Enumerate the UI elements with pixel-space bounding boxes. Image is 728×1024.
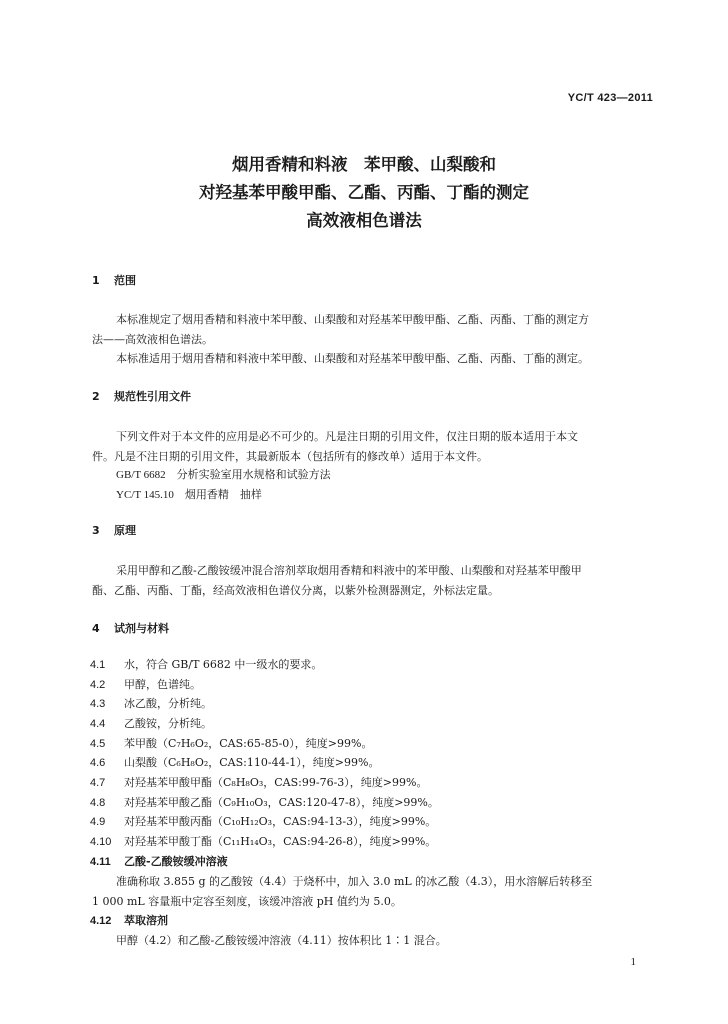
item-text: 乙酸-乙酸铵缓冲溶液 <box>124 855 228 868</box>
item-number: 4.5 <box>90 738 106 750</box>
item-number: 4.4 <box>90 718 106 730</box>
list-item <box>90 676 201 692</box>
section-3-heading <box>92 522 136 538</box>
item-text: 乙酸铵，分析纯。 <box>124 717 212 730</box>
page-number: 1 <box>630 956 636 968</box>
list-item <box>90 754 379 770</box>
item-4-11-body-line-1: 准确称取 3.855 g 的乙酸铵（4.4）于烧杯中，加入 3.0 mL 的冰乙酸（4.3），用水溶解后转移至 <box>116 875 593 888</box>
item-text: 苯甲酸（C₇H₆O₂，CAS:65-85-0），纯度>99%。 <box>124 737 373 750</box>
list-item <box>90 912 168 928</box>
section-4-heading <box>92 620 169 636</box>
item-text: 对羟基苯甲酸乙酯（C₉H₁₀O₃，CAS:120-47-8），纯度>99%。 <box>124 796 439 809</box>
section-1-paragraph-2: 本标准适用于烟用香精和料液中苯甲酸、山梨酸和对羟基苯甲酸甲酯、乙酯、丙酯、丁酯的测定。 <box>116 352 589 365</box>
item-number: 4.7 <box>90 777 106 789</box>
title-line-1: 烟用香精和料液 苯甲酸、山梨酸和 <box>232 155 496 174</box>
section-3-number: 3 <box>92 524 100 537</box>
section-2-paragraph-line-1: 下列文件对于本文件的应用是必不可少的。凡是注日期的引用文件，仅注日期的版本适用于本文 <box>116 430 578 443</box>
section-1-number: 1 <box>92 274 100 287</box>
section-4-title: 试剂与材料 <box>114 622 169 635</box>
item-number: 4.10 <box>90 836 112 848</box>
item-number: 4.2 <box>90 679 106 691</box>
section-4-number: 4 <box>92 622 100 635</box>
item-number: 4.8 <box>90 797 106 809</box>
item-text: 冰乙酸，分析纯。 <box>124 697 212 710</box>
item-text: 对羟基苯甲酸丁酯（C₁₁H₁₄O₃，CAS:94-26-8），纯度>99%。 <box>124 835 437 848</box>
item-number: 4.1 <box>90 659 106 671</box>
section-3-paragraph-line-2: 酯、乙酯、丙酯、丁酯，经高效液相色谱仪分离，以紫外检测器测定，外标法定量。 <box>92 584 499 597</box>
item-number: 4.9 <box>90 816 106 828</box>
list-item <box>90 735 372 751</box>
list-item <box>90 715 212 731</box>
section-2-number: 2 <box>92 390 100 403</box>
section-2-paragraph-line-2: 件。凡是不注日期的引用文件，其最新版本（包括所有的修改单）适用于本文件。 <box>92 450 488 463</box>
item-number: 4.6 <box>90 757 106 769</box>
list-item <box>90 833 436 849</box>
section-3-paragraph-line-1: 采用甲醇和乙酸-乙酸铵缓冲混合溶剂萃取烟用香精和料液中的苯甲酸、山梨酸和对羟基苯甲酸甲 <box>116 564 582 577</box>
section-1-heading <box>92 272 136 288</box>
section-1-paragraph-1-line-1: 本标准规定了烟用香精和料液中苯甲酸、山梨酸和对羟基苯甲酸甲酯、乙酯、丙酯、丁酯的测定方 <box>116 313 589 326</box>
list-item <box>90 774 427 790</box>
item-number: 4.3 <box>90 698 106 710</box>
list-item <box>90 794 439 810</box>
list-item <box>90 656 322 672</box>
list-item <box>90 853 228 869</box>
item-number: 4.11 <box>90 856 111 868</box>
item-text: 山梨酸（C₆H₈O₂，CAS:110-44-1），纯度>99%。 <box>124 756 380 769</box>
item-text: 对羟基苯甲酸甲酯（C₈H₈O₃，CAS:99-76-3），纯度>99%。 <box>124 776 428 789</box>
normative-reference-1: GB/T 6682 分析实验室用水规格和试验方法 <box>116 469 331 481</box>
title-line-2: 对羟基苯甲酸甲酯、乙酯、丙酯、丁酯的测定 <box>199 183 529 202</box>
item-4-11-body-line-2: 1 000 mL 容量瓶中定容至刻度，该缓冲溶液 pH 值约为 5.0。 <box>92 895 402 908</box>
section-1-title: 范围 <box>114 274 136 287</box>
title-line-3: 高效液相色谱法 <box>306 211 422 230</box>
item-text: 甲醇，色谱纯。 <box>124 678 201 691</box>
item-text: 水，符合 GB/T 6682 中一级水的要求。 <box>124 658 323 671</box>
item-text: 对羟基苯甲酸丙酯（C₁₀H₁₂O₃，CAS:94-13-3），纯度>99%。 <box>124 815 437 828</box>
item-4-12-body: 甲醇（4.2）和乙酸-乙酸铵缓冲溶液（4.11）按体积比 1∶1 混合。 <box>116 934 447 947</box>
item-number: 4.12 <box>90 915 112 927</box>
section-1-paragraph-1-line-2: 法——高效液相色谱法。 <box>92 333 213 346</box>
standard-code: YC/T 423—2011 <box>567 92 653 104</box>
item-text: 萃取溶剂 <box>124 914 168 927</box>
section-2-heading <box>92 388 191 404</box>
list-item <box>90 695 212 711</box>
section-3-title: 原理 <box>114 524 136 537</box>
normative-reference-2: YC/T 145.10 烟用香精 抽样 <box>116 489 262 501</box>
document-title <box>0 151 728 235</box>
list-item <box>90 813 436 829</box>
section-2-title: 规范性引用文件 <box>114 390 191 403</box>
